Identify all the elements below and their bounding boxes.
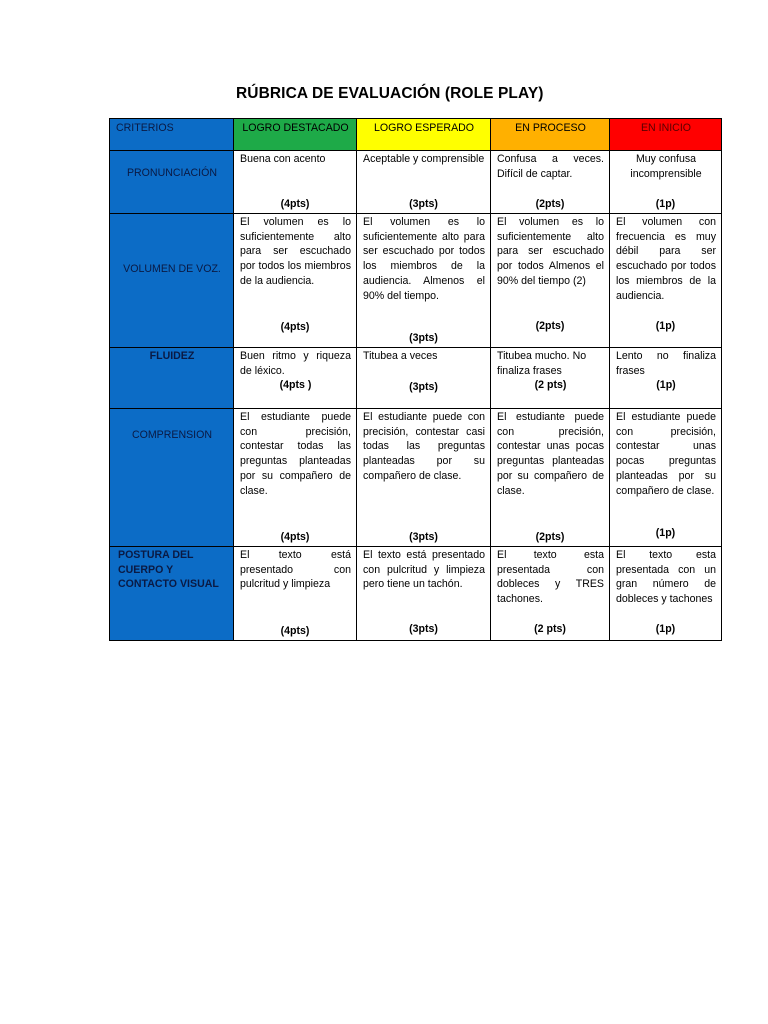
cell-text: Confusa a veces. Difícil de captar. [497, 153, 604, 180]
cell-volumen-inicio [610, 214, 722, 348]
cell-points: (1p) [656, 379, 676, 392]
cell-pronunciacion-inicio [610, 151, 722, 214]
cell-postura-esperado [357, 547, 491, 641]
cell-points: (2 pts) [534, 623, 566, 636]
header-row [110, 119, 722, 151]
page-title: RÚBRICA DE EVALUACIÓN (ROLE PLAY) [236, 85, 544, 102]
cell-text: El volumen es lo suficientemente alto para ser escuchado por todos los miembros de la audiencia. [240, 216, 351, 287]
cell-points: (4pts) [280, 198, 310, 211]
cell-text: Buena con acento [240, 153, 326, 165]
cell-points: (2pts) [535, 198, 565, 211]
cell-points: (3pts) [409, 332, 438, 345]
header-en-inicio: EN INICIO [610, 119, 722, 151]
cell-comprension-destacado [234, 409, 357, 547]
criterion-volumen-de-voz [110, 214, 234, 348]
cell-text: El volumen es lo suficientemente alto para ser escuchado por todos los miembros de la audiencia. Almenos el 90% del tiempo. [363, 216, 485, 302]
cell-points: (2pts) [535, 320, 565, 333]
cell-fluidez-esperado [357, 348, 491, 409]
rubric-table [109, 118, 722, 641]
cell-comprension-proceso [491, 409, 610, 547]
criterion-postura [110, 547, 234, 641]
criterion-fluidez [110, 348, 234, 409]
cell-text: El estudiante puede con precisión, contestar todas las preguntas planteadas por su compañero de clase. [240, 411, 351, 497]
cell-text: Lento no finaliza frases [616, 350, 716, 377]
row-pronunciacion [110, 151, 722, 214]
cell-text: El texto esta presentada con dobleces y TRES tachones. [497, 549, 604, 606]
cell-volumen-destacado [234, 214, 357, 348]
cell-text: Titubea mucho. No finaliza frases [497, 350, 587, 377]
cell-points: (1p) [655, 320, 676, 333]
cell-text: El estudiante puede con precisión, contestar casi todas las preguntas planteadas por su compañero de clase. [363, 411, 485, 482]
cell-fluidez-destacado [234, 348, 357, 409]
cell-comprension-inicio [610, 409, 722, 547]
cell-points: (2pts) [535, 531, 565, 544]
row-postura [110, 547, 722, 641]
cell-text: Muy confusa incomprensible [630, 153, 702, 180]
cell-points: (4pts) [280, 531, 310, 544]
cell-points: (4pts) [280, 625, 310, 638]
cell-points: (3pts) [409, 623, 438, 636]
cell-text: El texto esta presentada con un gran número de dobleces y tachones [616, 549, 716, 606]
cell-points: (1p) [655, 623, 676, 636]
cell-text: Titubea a veces [363, 350, 438, 362]
cell-points: (1p) [655, 527, 676, 540]
cell-text: El texto está presentado con pulcritud y limpieza pero tiene un tachón. [363, 549, 485, 591]
criterion-label: COMPRENSION [131, 429, 213, 441]
header-logro-destacado: LOGRO DESTACADO [234, 119, 357, 151]
criterion-label: VOLUMEN DE VOZ. [123, 263, 221, 275]
cell-text: El estudiante puede con precisión, contestar unas pocas preguntas planteadas por su compañero de clase. [497, 411, 604, 497]
cell-postura-inicio [610, 547, 722, 641]
cell-fluidez-inicio [610, 348, 722, 409]
criterion-comprension [110, 409, 234, 547]
cell-fluidez-proceso [491, 348, 610, 409]
header-logro-esperado: LOGRO ESPERADO [357, 119, 491, 151]
cell-text: Buen ritmo y riqueza de léxico. [240, 350, 351, 377]
cell-pronunciacion-destacado [234, 151, 357, 214]
cell-points: (3pts) [409, 381, 438, 393]
cell-text: El estudiante puede con precisión, contestar unas pocas preguntas planteadas por su compañero de clase. [616, 411, 716, 497]
cell-postura-proceso [491, 547, 610, 641]
header-en-proceso: EN PROCESO [491, 119, 610, 151]
cell-text: El volumen con frecuencia es muy débil para ser escuchado por todos los miembros de la audiencia. [616, 216, 716, 302]
cell-postura-destacado [234, 547, 357, 641]
cell-volumen-proceso [491, 214, 610, 348]
cell-points: (4pts ) [279, 379, 312, 392]
row-fluidez [110, 348, 722, 409]
cell-points: (1p) [655, 198, 676, 211]
header-criterios: CRITERIOS [110, 119, 234, 151]
criterion-label: FLUIDEZ [149, 350, 195, 362]
cell-points: (3pts) [409, 198, 438, 211]
cell-text: El volumen es lo suficientemente alto para ser escuchado por todos Almenos el 90% del tiempo (2) [497, 216, 604, 287]
cell-points: (4pts) [280, 321, 310, 334]
cell-pronunciacion-esperado [357, 151, 491, 214]
cell-text: Aceptable y comprensible [363, 153, 485, 165]
criterion-label: POSTURA DEL CUERPO Y CONTACTO VISUAL [118, 549, 219, 591]
cell-points: (3pts) [409, 531, 438, 544]
row-volumen-de-voz [110, 214, 722, 348]
cell-volumen-esperado [357, 214, 491, 348]
cell-pronunciacion-proceso [491, 151, 610, 214]
criterion-pronunciacion [110, 151, 234, 214]
cell-text: El texto está presentado con pulcritud y limpieza [240, 549, 351, 591]
criterion-label: PRONUNCIACIÓN [126, 167, 218, 179]
row-comprension [110, 409, 722, 547]
cell-points: (2 pts) [534, 379, 567, 392]
cell-comprension-esperado [357, 409, 491, 547]
